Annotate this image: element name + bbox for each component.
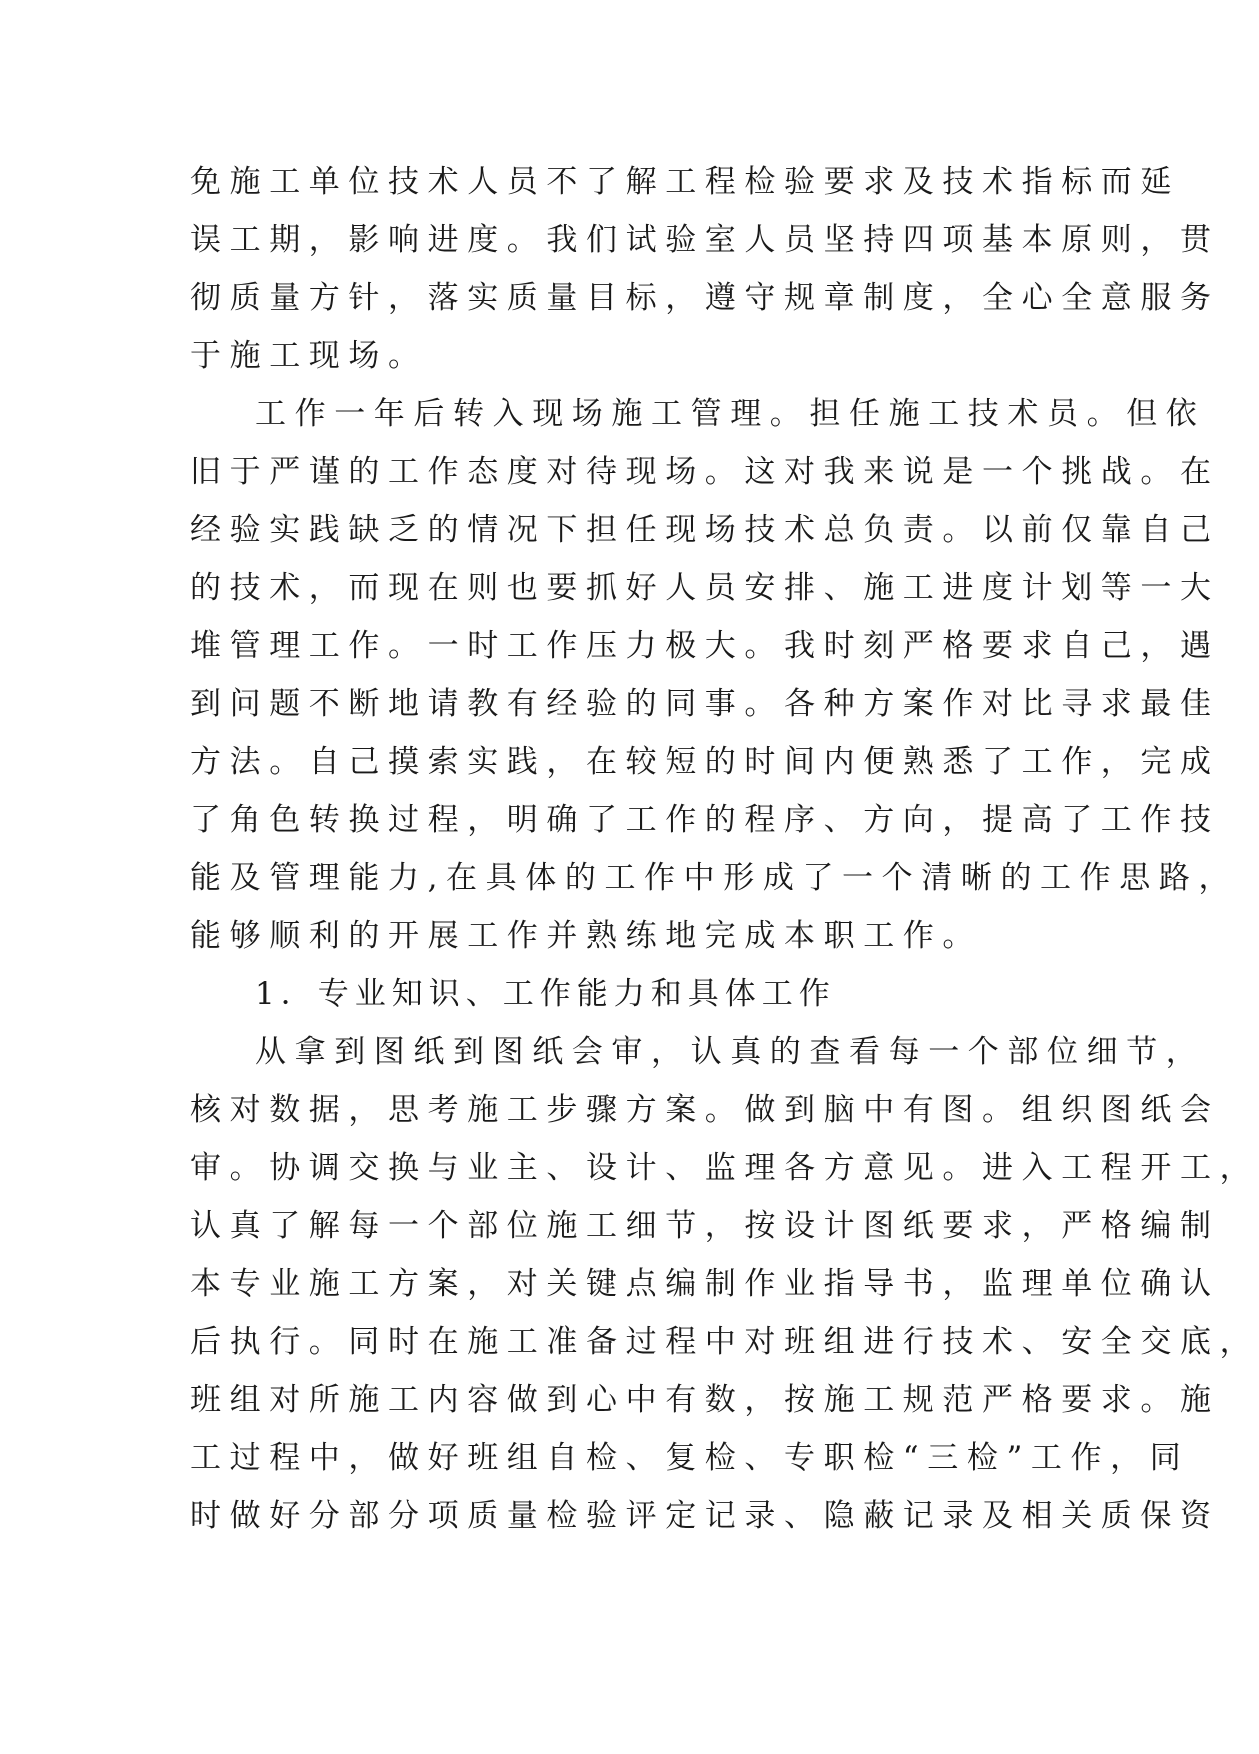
paragraph-line: 到问题不断地请教有经验的同事。各种方案作对比寻求最佳 bbox=[190, 686, 1220, 722]
paragraph-line: 班组对所施工内容做到心中有数，按施工规范严格要求。施 bbox=[190, 1382, 1220, 1418]
paragraph-line: 本专业施工方案，对关键点编制作业指导书，监理单位确认 bbox=[190, 1266, 1220, 1302]
paragraph-line: 免施工单位技术人员不了解工程检验要求及技术指标而延 bbox=[190, 164, 1180, 200]
paragraph-line: 堆管理工作。一时工作压力极大。我时刻严格要求自己，遇 bbox=[190, 628, 1220, 664]
paragraph-line: 能够顺利的开展工作并熟练地完成本职工作。 bbox=[190, 918, 982, 954]
paragraph-line: 经验实践缺乏的情况下担任现场技术总负责。以前仅靠自己 bbox=[190, 512, 1220, 548]
paragraph-line: 核对数据，思考施工步骤方案。做到脑中有图。组织图纸会 bbox=[190, 1092, 1220, 1128]
paragraph-line: 后执行。同时在施工准备过程中对班组进行技术、安全交底， bbox=[190, 1324, 1259, 1360]
paragraph-line: 能及管理能力,在具体的工作中形成了一个清晰的工作思路， bbox=[190, 860, 1239, 896]
paragraph-line: 从拿到图纸到图纸会审，认真的查看每一个部位细节， bbox=[255, 1034, 1206, 1070]
paragraph-line: 误工期，影响进度。我们试验室人员坚持四项基本原则，贯 bbox=[190, 222, 1220, 258]
paragraph-line: 的技术，而现在则也要抓好人员安排、施工进度计划等一大 bbox=[190, 570, 1220, 606]
section-heading: 1．专业知识、工作能力和具体工作 bbox=[255, 976, 836, 1012]
paragraph-line: 彻质量方针，落实质量目标，遵守规章制度，全心全意服务 bbox=[190, 280, 1220, 316]
paragraph-line: 方法。自己摸索实践，在较短的时间内便熟悉了工作，完成 bbox=[190, 744, 1220, 780]
paragraph-line: 审。协调交换与业主、设计、监理各方意见。进入工程开工， bbox=[190, 1150, 1259, 1186]
paragraph-line: 了角色转换过程，明确了工作的程序、方向，提高了工作技 bbox=[190, 802, 1220, 838]
paragraph-line: 工过程中，做好班组自检、复检、专职检“三检”工作，同 bbox=[190, 1440, 1190, 1476]
paragraph-line: 时做好分部分项质量检验评定记录、隐蔽记录及相关质保资 bbox=[190, 1498, 1220, 1534]
paragraph-line: 旧于严谨的工作态度对待现场。这对我来说是一个挑战。在 bbox=[190, 454, 1220, 490]
paragraph-line: 工作一年后转入现场施工管理。担任施工技术员。但依 bbox=[255, 396, 1206, 432]
paragraph-line: 于施工现场。 bbox=[190, 338, 428, 374]
paragraph-line: 认真了解每一个部位施工细节，按设计图纸要求，严格编制 bbox=[190, 1208, 1220, 1244]
